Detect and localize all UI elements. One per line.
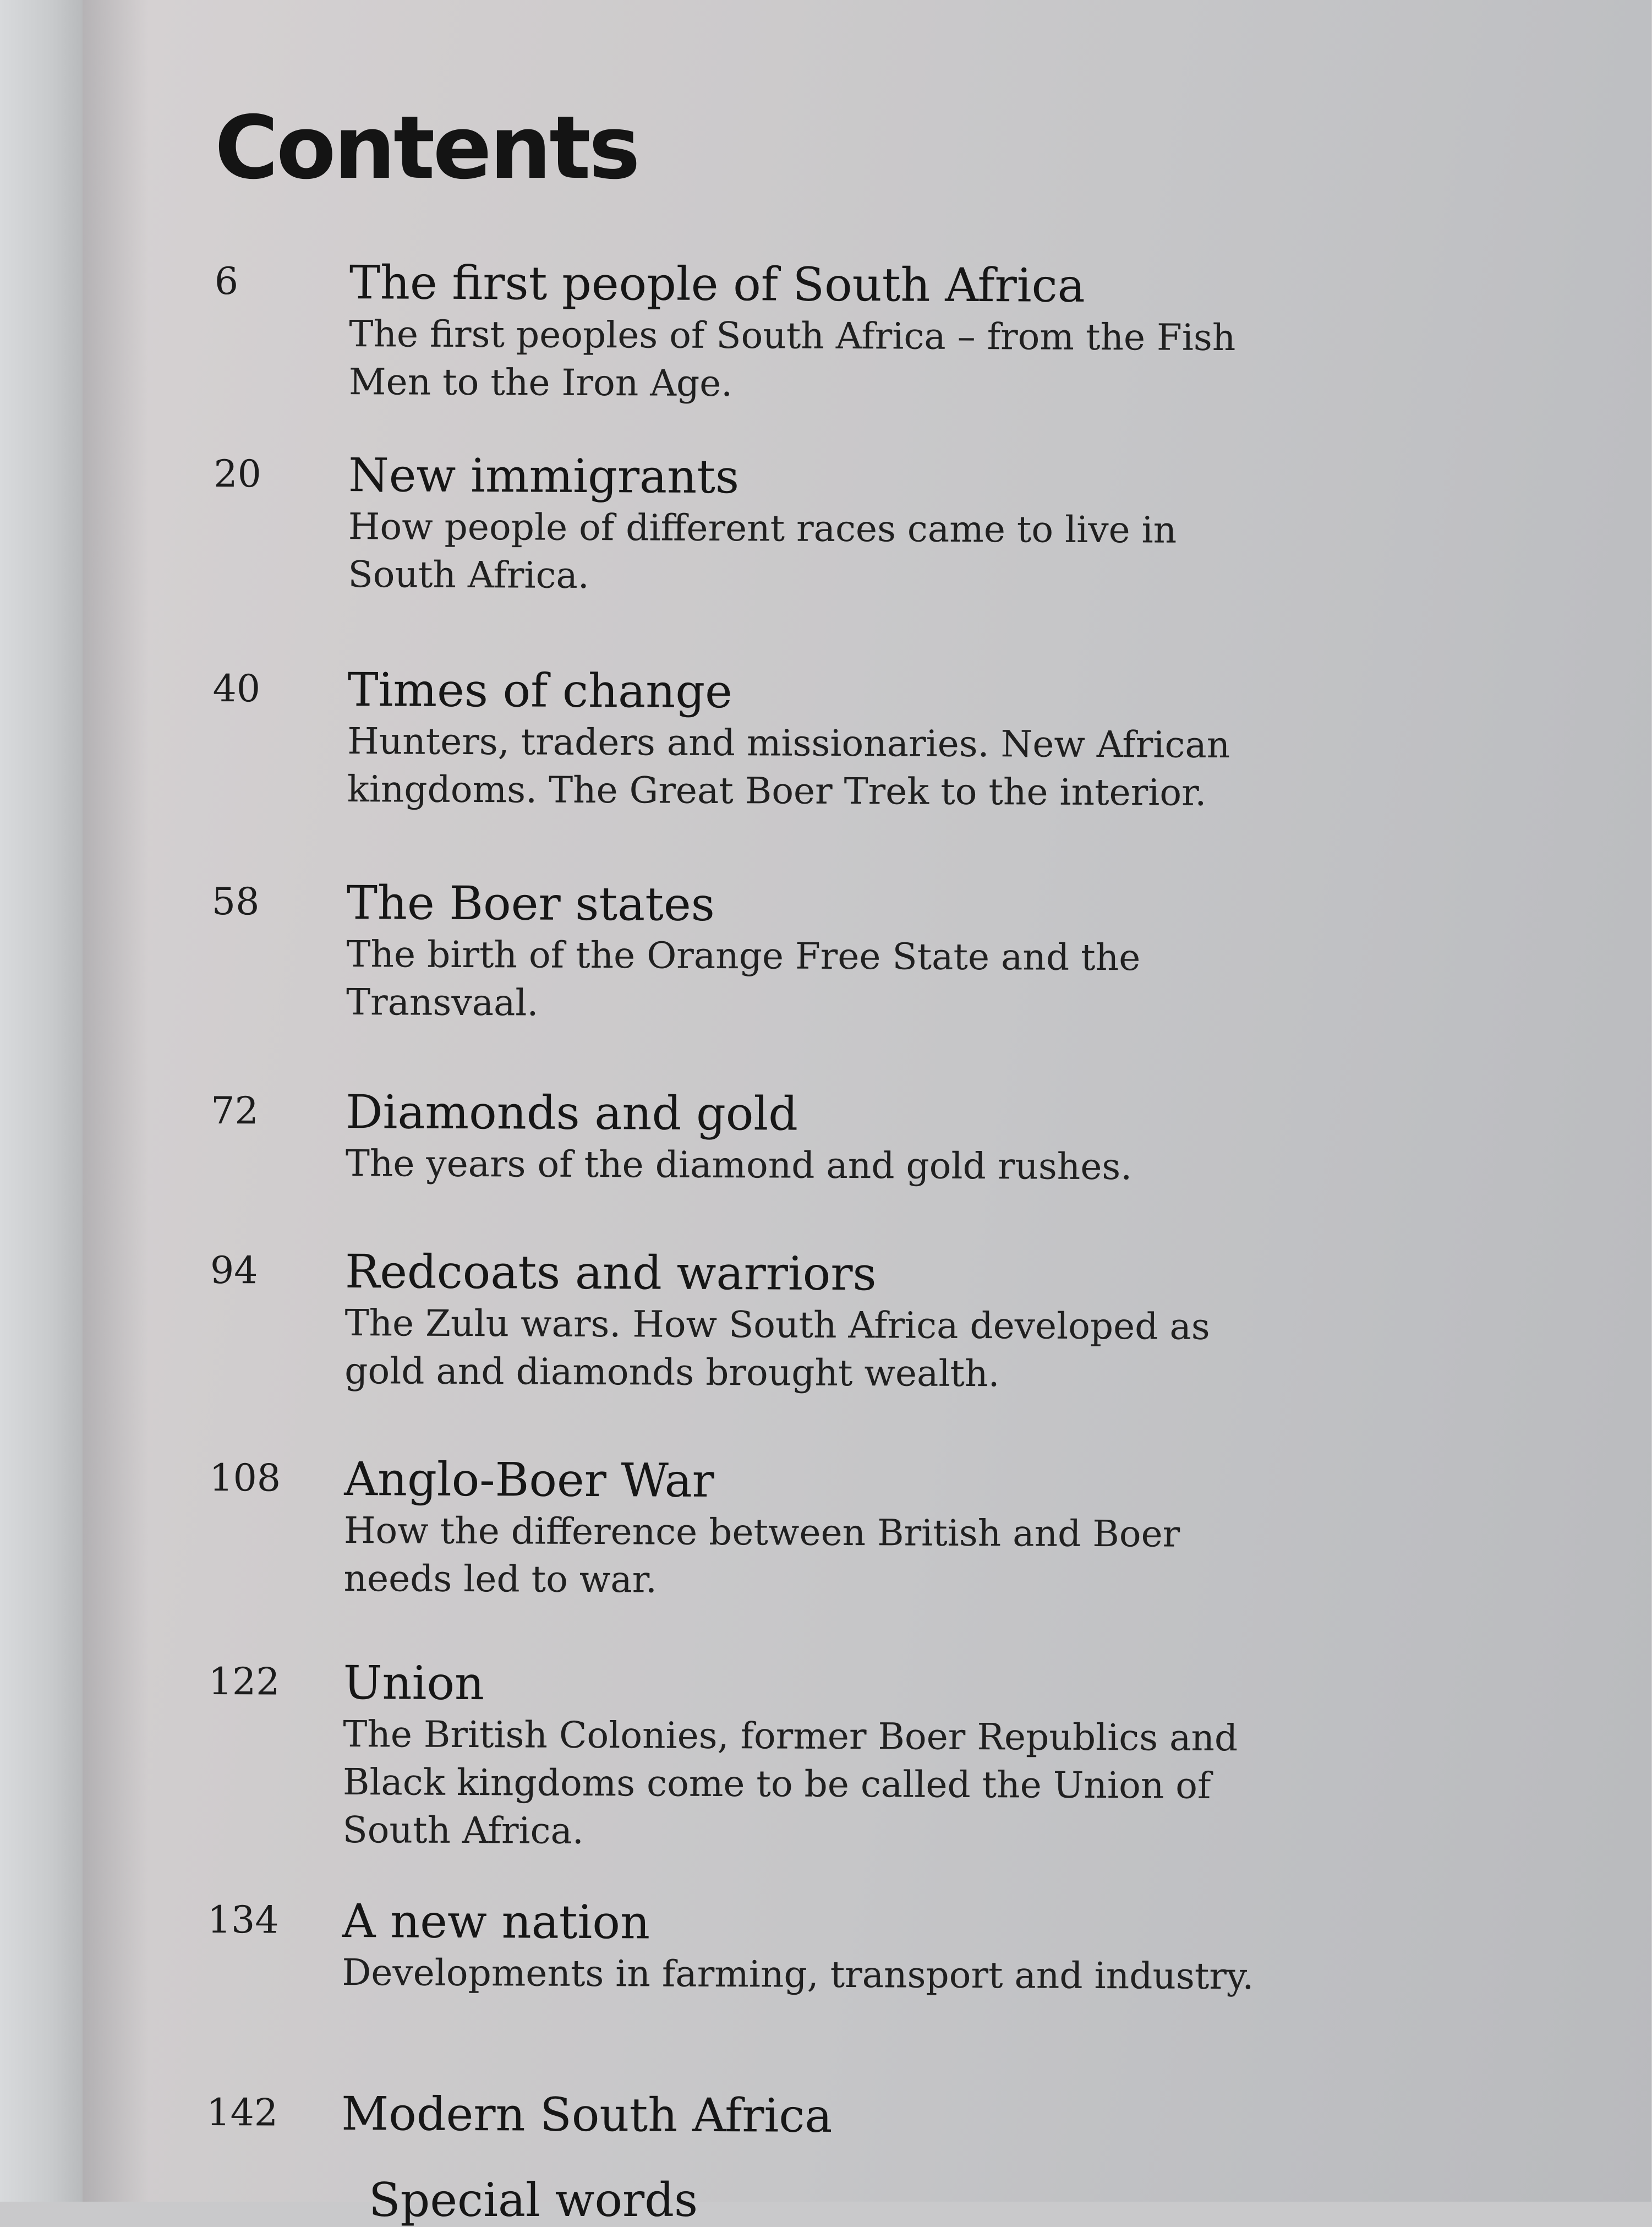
entry-heading: Diamonds and gold [346,1085,798,1141]
entry-heading: Modern South Africa [341,2087,833,2143]
entry-page-number: 134 [207,1898,279,1942]
entry-description: The birth of the Orange Free State and the Transvaal. [346,933,1141,1024]
entry-heading: The first people of South Africa [349,255,1085,313]
entry-page-number: 142 [206,2090,278,2135]
entry-page-number: 72 [211,1089,259,1133]
contents-entry [212,663,1534,815]
entry-page-number: 20 [214,452,261,496]
entry-description: Hunters, traders and missionaries. New African kingdoms. The Great Boer Trek to the interior. [347,720,1230,815]
contents-entry [208,1656,1529,1853]
entry-page-number: 108 [209,1456,281,1500]
contents-entry [211,1085,1531,1188]
contents-entry [206,2087,1527,2143]
entry-page-number: 6 [214,259,239,304]
contents-entry [214,448,1534,597]
entry-description: The Zulu wars. How South Africa developed as gold and diamonds brought wealth. [344,1302,1210,1395]
entry-heading: The Boer states [346,876,715,931]
entry-description: Developments in farming, transport and industry. [342,1951,1254,1998]
cut-off-heading: Special words [369,2173,698,2227]
contents-entry [210,1244,1531,1395]
entry-heading: New immigrants [348,448,740,504]
entry-heading: Redcoats and warriors [344,1244,877,1301]
contents-entry [209,1452,1530,1601]
entry-description: The years of the diamond and gold rushes. [345,1142,1133,1188]
entry-heading: Anglo-Boer War [344,1452,715,1508]
page-title: Contents [215,97,638,199]
entry-description: The British Colonies, former Boer Republics and Black kingdoms come to be called the Union of South Africa. [342,1713,1238,1853]
entry-page-number: 40 [212,667,261,711]
entry-heading: Times of change [347,663,733,719]
entry-description: The first peoples of South Africa – from the Fish Men to the Iron Age. [348,313,1236,405]
contents-entry [214,255,1535,405]
entry-description: How people of different races came to live in South Africa. [348,505,1177,597]
entry-description: How the difference between British and Boer needs led to war. [343,1509,1180,1601]
contents-entry [207,1894,1528,1998]
entry-heading: A new nation [342,1894,650,1950]
entry-page-number: 94 [210,1248,258,1293]
entry-page-number: 122 [208,1660,280,1704]
entry-page-number: 58 [211,880,260,924]
entry-heading: Union [343,1656,485,1711]
cut-off-entry [369,2173,699,2227]
contents-entry [211,876,1533,1024]
